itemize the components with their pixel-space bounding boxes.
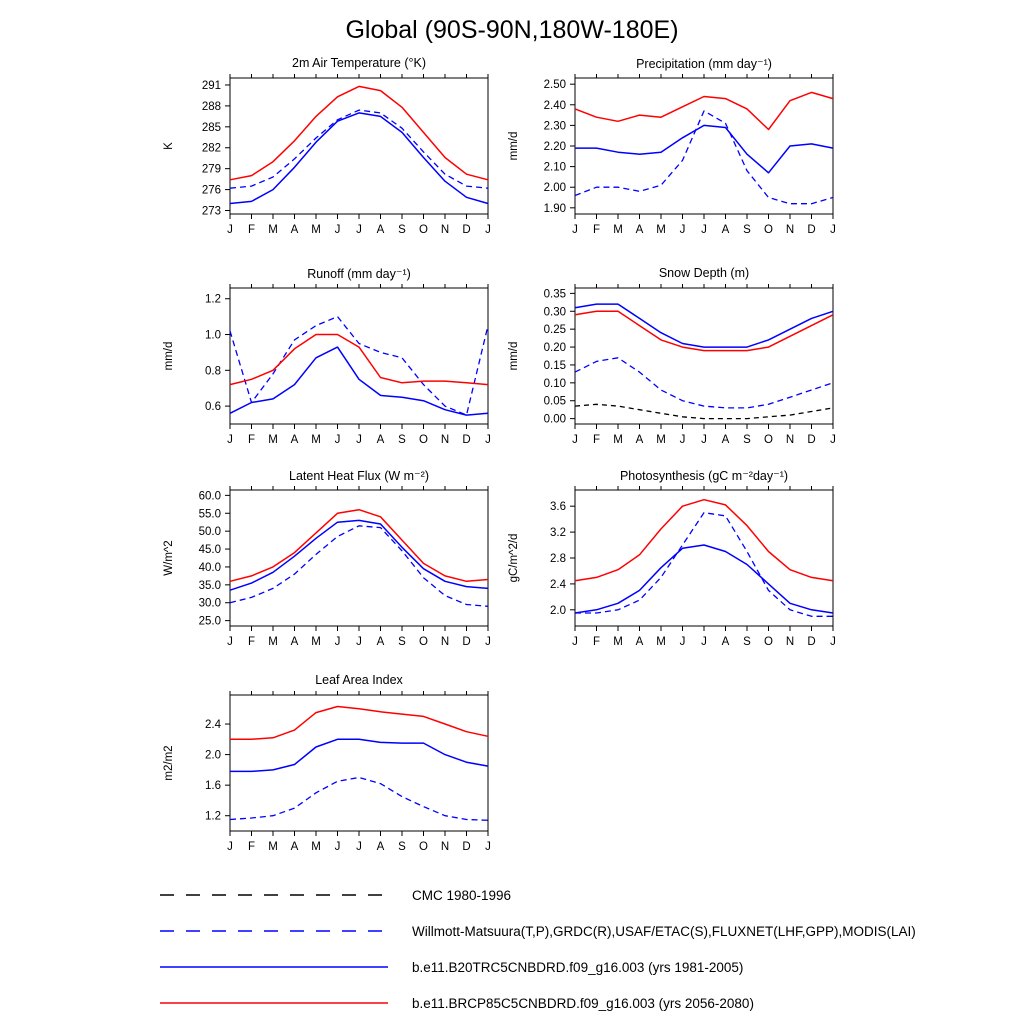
svg-text:3.6: 3.6 bbox=[550, 501, 566, 514]
svg-text:J: J bbox=[356, 841, 362, 853]
svg-text:291: 291 bbox=[201, 79, 221, 92]
svg-text:2.30: 2.30 bbox=[543, 120, 566, 133]
svg-text:gC/m^2/d: gC/m^2/d bbox=[508, 533, 520, 583]
chart-panel-runoff bbox=[152, 266, 492, 450]
svg-text:F: F bbox=[592, 434, 601, 446]
svg-text:0.10: 0.10 bbox=[543, 377, 566, 390]
legend-label-historical-run: b.e11.B20TRC5CNBDRD.f09_g16.003 (yrs 1981-2005) bbox=[412, 959, 744, 975]
svg-text:S: S bbox=[398, 636, 406, 648]
svg-text:F: F bbox=[592, 636, 601, 648]
svg-text:2.4: 2.4 bbox=[550, 578, 566, 591]
svg-text:D: D bbox=[807, 224, 816, 236]
chart-panel-latent-heat-flux bbox=[152, 468, 492, 652]
svg-text:M: M bbox=[311, 636, 321, 648]
svg-text:M: M bbox=[613, 224, 623, 236]
legend bbox=[158, 884, 916, 1028]
svg-text:1.2: 1.2 bbox=[205, 810, 221, 823]
chart-title: Snow Depth (m) bbox=[658, 266, 750, 280]
svg-text:60.0: 60.0 bbox=[198, 490, 221, 503]
svg-text:282: 282 bbox=[201, 142, 221, 155]
chart-title: Leaf Area Index bbox=[315, 673, 403, 687]
legend-line-cmc-icon bbox=[158, 887, 390, 903]
svg-text:F: F bbox=[247, 636, 256, 648]
svg-text:W/m^2: W/m^2 bbox=[163, 540, 175, 576]
page-title: Global (90S-90N,180W-180E) bbox=[345, 16, 679, 44]
svg-text:S: S bbox=[398, 434, 406, 446]
svg-text:1.90: 1.90 bbox=[543, 202, 566, 215]
svg-text:J: J bbox=[830, 434, 836, 446]
svg-text:J: J bbox=[227, 636, 233, 648]
svg-text:J: J bbox=[572, 636, 578, 648]
svg-text:A: A bbox=[376, 224, 385, 236]
svg-text:N: N bbox=[785, 224, 795, 236]
svg-text:2.50: 2.50 bbox=[543, 79, 566, 92]
svg-text:N: N bbox=[440, 841, 450, 853]
chart-canvas bbox=[152, 689, 492, 857]
svg-text:N: N bbox=[785, 434, 795, 446]
svg-text:55.0: 55.0 bbox=[198, 508, 221, 521]
svg-text:2.10: 2.10 bbox=[543, 161, 566, 174]
legend-line-observations-icon bbox=[158, 923, 390, 939]
svg-text:O: O bbox=[419, 434, 428, 446]
svg-text:F: F bbox=[592, 224, 601, 236]
svg-text:O: O bbox=[419, 224, 428, 236]
svg-text:F: F bbox=[247, 224, 256, 236]
svg-text:279: 279 bbox=[201, 163, 221, 176]
svg-text:D: D bbox=[462, 434, 471, 446]
svg-text:M: M bbox=[656, 434, 666, 446]
svg-text:A: A bbox=[721, 434, 730, 446]
svg-text:O: O bbox=[764, 224, 773, 236]
svg-text:0.30: 0.30 bbox=[543, 306, 566, 319]
svg-text:m2/m2: m2/m2 bbox=[163, 745, 175, 781]
svg-text:J: J bbox=[356, 434, 362, 446]
svg-text:2.4: 2.4 bbox=[205, 719, 221, 732]
svg-text:3.2: 3.2 bbox=[550, 527, 566, 540]
svg-text:M: M bbox=[311, 224, 321, 236]
svg-text:45.0: 45.0 bbox=[198, 544, 221, 557]
svg-text:S: S bbox=[743, 434, 751, 446]
svg-text:A: A bbox=[721, 636, 730, 648]
svg-text:J: J bbox=[485, 224, 491, 236]
svg-text:J: J bbox=[701, 224, 707, 236]
svg-text:J: J bbox=[334, 224, 341, 236]
svg-text:D: D bbox=[462, 636, 471, 648]
legend-item-observations bbox=[158, 920, 916, 942]
svg-text:mm/d: mm/d bbox=[508, 341, 520, 371]
svg-text:2.8: 2.8 bbox=[550, 553, 566, 565]
svg-text:2.40: 2.40 bbox=[543, 99, 566, 112]
svg-text:A: A bbox=[635, 224, 644, 236]
svg-text:M: M bbox=[613, 636, 623, 648]
chart-canvas bbox=[152, 282, 492, 450]
svg-text:A: A bbox=[635, 434, 644, 446]
legend-line-rcp85-run-icon bbox=[158, 995, 390, 1011]
svg-text:J: J bbox=[679, 636, 686, 648]
chart-title: 2m Air Temperature (°K) bbox=[292, 56, 426, 70]
svg-text:mm/d: mm/d bbox=[508, 131, 520, 161]
svg-text:S: S bbox=[743, 636, 751, 648]
svg-text:O: O bbox=[764, 636, 773, 648]
chart-panel-precipitation bbox=[497, 56, 837, 240]
svg-text:0.8: 0.8 bbox=[205, 365, 221, 378]
svg-text:2.00: 2.00 bbox=[543, 182, 566, 195]
svg-text:M: M bbox=[268, 841, 278, 853]
svg-text:A: A bbox=[290, 841, 299, 853]
svg-text:D: D bbox=[807, 636, 816, 648]
svg-text:A: A bbox=[721, 224, 730, 236]
svg-text:J: J bbox=[485, 434, 491, 446]
svg-text:0.15: 0.15 bbox=[543, 359, 566, 372]
svg-text:285: 285 bbox=[201, 121, 221, 134]
chart-panel-photosynthesis bbox=[497, 468, 837, 652]
svg-text:273: 273 bbox=[201, 205, 221, 218]
chart-panel-air-temperature bbox=[152, 56, 492, 240]
chart-canvas bbox=[152, 484, 492, 652]
chart-canvas bbox=[497, 484, 837, 652]
svg-text:J: J bbox=[334, 841, 341, 853]
svg-text:0.20: 0.20 bbox=[543, 342, 566, 355]
legend-label-cmc: CMC 1980-1996 bbox=[412, 887, 512, 903]
svg-text:35.0: 35.0 bbox=[198, 579, 221, 592]
chart-canvas bbox=[497, 72, 837, 240]
svg-text:mm/d: mm/d bbox=[163, 341, 175, 371]
svg-text:288: 288 bbox=[201, 100, 221, 113]
chart-title: Runoff (mm day⁻¹) bbox=[307, 267, 411, 281]
svg-text:N: N bbox=[785, 636, 795, 648]
svg-text:J: J bbox=[227, 841, 233, 853]
legend-item-cmc bbox=[158, 884, 916, 906]
svg-text:J: J bbox=[572, 434, 578, 446]
svg-text:0.25: 0.25 bbox=[543, 324, 566, 337]
svg-text:0.6: 0.6 bbox=[205, 401, 221, 414]
svg-text:2.0: 2.0 bbox=[205, 749, 221, 762]
svg-text:J: J bbox=[227, 224, 233, 236]
svg-text:S: S bbox=[398, 841, 406, 853]
svg-text:M: M bbox=[656, 224, 666, 236]
svg-text:D: D bbox=[462, 841, 471, 853]
svg-text:2.0: 2.0 bbox=[550, 604, 566, 617]
svg-text:S: S bbox=[743, 224, 751, 236]
svg-text:M: M bbox=[268, 434, 278, 446]
svg-text:M: M bbox=[268, 636, 278, 648]
svg-text:0.00: 0.00 bbox=[543, 413, 566, 426]
svg-text:1.2: 1.2 bbox=[205, 293, 221, 306]
svg-text:J: J bbox=[701, 636, 707, 648]
svg-text:J: J bbox=[679, 224, 686, 236]
svg-text:A: A bbox=[290, 434, 299, 446]
svg-text:A: A bbox=[376, 434, 385, 446]
chart-panel-leaf-area-index bbox=[152, 673, 492, 857]
svg-text:J: J bbox=[227, 434, 233, 446]
svg-text:J: J bbox=[334, 636, 341, 648]
svg-text:J: J bbox=[356, 636, 362, 648]
svg-text:N: N bbox=[440, 224, 450, 236]
svg-text:A: A bbox=[290, 636, 299, 648]
svg-text:J: J bbox=[485, 841, 491, 853]
legend-label-rcp85-run: b.e11.BRCP85C5CNBDRD.f09_g16.003 (yrs 2056-2080) bbox=[412, 995, 754, 1011]
svg-text:2.20: 2.20 bbox=[543, 141, 566, 153]
svg-text:276: 276 bbox=[201, 184, 221, 197]
svg-text:F: F bbox=[247, 434, 256, 446]
svg-text:J: J bbox=[485, 636, 491, 648]
svg-text:K: K bbox=[163, 142, 175, 150]
svg-text:S: S bbox=[398, 224, 406, 236]
svg-text:J: J bbox=[356, 224, 362, 236]
svg-text:30.0: 30.0 bbox=[198, 597, 221, 610]
chart-title: Photosynthesis (gC m⁻²day⁻¹) bbox=[619, 469, 789, 483]
svg-text:J: J bbox=[830, 636, 836, 648]
svg-text:J: J bbox=[830, 224, 836, 236]
svg-text:50.0: 50.0 bbox=[198, 526, 221, 539]
svg-text:M: M bbox=[613, 434, 623, 446]
svg-text:A: A bbox=[376, 636, 385, 648]
legend-line-historical-run-icon bbox=[158, 959, 390, 975]
svg-text:0.05: 0.05 bbox=[543, 395, 566, 408]
svg-text:O: O bbox=[419, 636, 428, 648]
svg-text:N: N bbox=[440, 636, 450, 648]
svg-text:D: D bbox=[462, 224, 471, 236]
svg-text:25.0: 25.0 bbox=[198, 615, 221, 628]
svg-text:J: J bbox=[679, 434, 686, 446]
svg-text:1.0: 1.0 bbox=[205, 329, 221, 342]
legend-item-rcp85-run bbox=[158, 992, 916, 1014]
svg-text:O: O bbox=[764, 434, 773, 446]
svg-text:N: N bbox=[440, 434, 450, 446]
svg-text:M: M bbox=[311, 434, 321, 446]
chart-panel-snow-depth bbox=[497, 266, 837, 450]
svg-text:A: A bbox=[290, 224, 299, 236]
svg-text:J: J bbox=[572, 224, 578, 236]
svg-text:1.6: 1.6 bbox=[205, 780, 221, 793]
svg-text:J: J bbox=[334, 434, 341, 446]
chart-title: Precipitation (mm day⁻¹) bbox=[636, 57, 772, 71]
legend-label-observations: Willmott-Matsuura(T,P),GRDC(R),USAF/ETAC(S),FLUXNET(LHF,GPP),MODIS(LAI) bbox=[412, 923, 916, 939]
chart-canvas bbox=[497, 282, 837, 450]
chart-canvas bbox=[152, 72, 492, 240]
svg-text:A: A bbox=[635, 636, 644, 648]
svg-text:A: A bbox=[376, 841, 385, 853]
svg-text:F: F bbox=[247, 841, 256, 853]
legend-item-historical-run bbox=[158, 956, 916, 978]
svg-text:M: M bbox=[268, 224, 278, 236]
svg-text:J: J bbox=[701, 434, 707, 446]
svg-text:D: D bbox=[807, 434, 816, 446]
svg-text:O: O bbox=[419, 841, 428, 853]
svg-text:M: M bbox=[656, 636, 666, 648]
svg-text:M: M bbox=[311, 841, 321, 853]
svg-text:0.35: 0.35 bbox=[543, 288, 566, 301]
svg-text:40.0: 40.0 bbox=[198, 561, 221, 574]
chart-title: Latent Heat Flux (W m⁻²) bbox=[289, 469, 429, 483]
